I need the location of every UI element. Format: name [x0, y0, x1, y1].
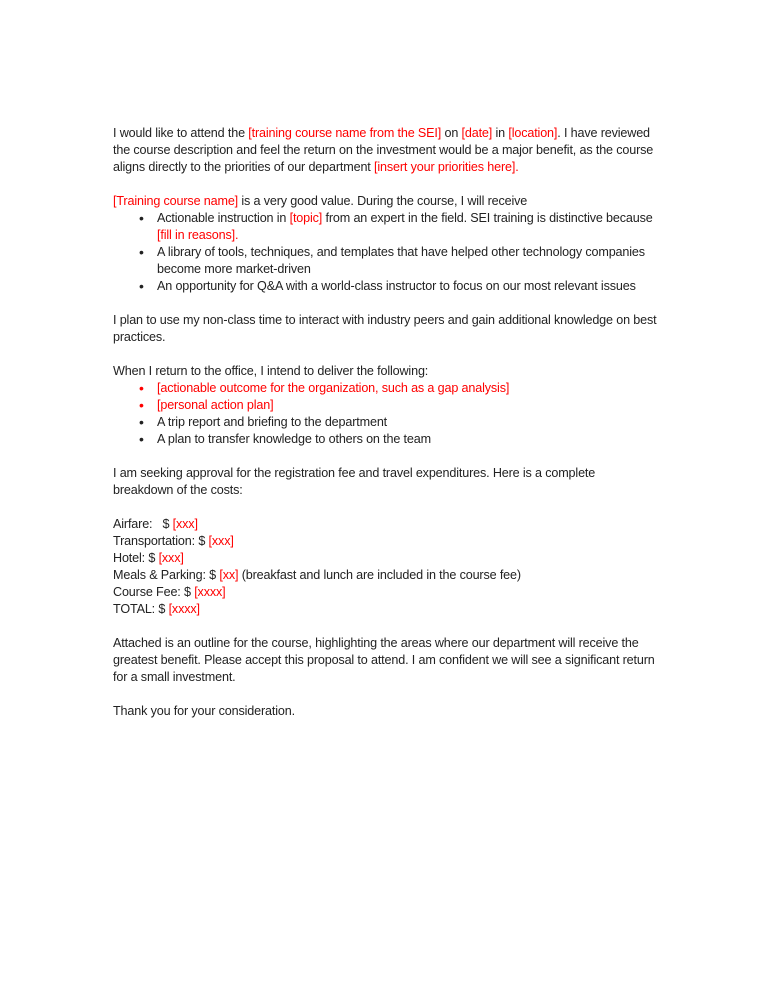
cost-value: [xxx]: [172, 517, 198, 531]
placeholder-location: [location]: [508, 126, 558, 140]
value-paragraph: [113, 193, 658, 210]
cost-course-fee: [113, 584, 658, 601]
benefits-list: [113, 210, 658, 295]
deliverables-intro: When I return to the office, I intend to deliver the following:: [113, 364, 429, 378]
list-item: • [actionable outcome for the organization, such as a gap analysis]: [113, 380, 658, 397]
cost-value: [xxxx]: [168, 602, 200, 616]
placeholder-course-name: [Training course name]: [113, 194, 239, 208]
text: from an expert in the field. SEI training is distinctive because: [322, 211, 653, 225]
intro-paragraph: [113, 125, 658, 176]
deliverables-list: [113, 380, 658, 448]
cost-label: Meals & Parking: $: [113, 568, 220, 582]
cost-label: Hotel: $: [113, 551, 159, 565]
list-item: [113, 210, 658, 244]
thank-you-line: Thank you for your consideration.: [113, 704, 295, 718]
cost-breakdown: [113, 516, 658, 618]
letter-body: [113, 125, 658, 737]
placeholder-course-name: [training course name from the SEI]: [248, 126, 442, 140]
placeholder-date: [date]: [461, 126, 493, 140]
networking-paragraph: I plan to use my non-class time to interact with industry peers and gain additional knowledge on best practices.: [113, 313, 657, 344]
placeholder-reasons: [fill in reasons].: [157, 228, 239, 242]
text: I would like to attend the: [113, 126, 249, 140]
cost-note: (breakfast and lunch are included in the course fee): [238, 568, 521, 582]
cost-label: Airfare: $: [113, 517, 173, 531]
cost-transportation: [113, 533, 658, 550]
cost-meals-parking: [113, 567, 658, 584]
list-item: • An opportunity for Q&A with a world-class instructor to focus on our most relevant issues: [113, 278, 658, 295]
list-item: • A trip report and briefing to the department: [113, 414, 658, 431]
text: on: [441, 126, 462, 140]
cost-airfare: [113, 516, 658, 533]
cost-value: [xxx]: [158, 551, 184, 565]
list-item: • A library of tools, techniques, and templates that have helped other technology companies become more market-driven: [113, 244, 658, 278]
cost-value: [xxx]: [208, 534, 234, 548]
cost-value: [xx]: [219, 568, 239, 582]
list-item: • [personal action plan]: [113, 397, 658, 414]
list-item: • A plan to transfer knowledge to others on the team: [113, 431, 658, 448]
cost-value: [xxxx]: [194, 585, 226, 599]
placeholder-priorities: [insert your priorities here].: [374, 160, 519, 174]
text: in: [492, 126, 509, 140]
text: Actionable instruction in: [157, 211, 290, 225]
closing-paragraph: Attached is an outline for the course, highlighting the areas where our department will receive the greatest benefit. Please accept this proposal to attend. I am confident we will see a significant return for a small investment.: [113, 636, 655, 684]
text: is a very good value. During the course, I will receive: [238, 194, 528, 208]
cost-label: Course Fee: $: [113, 585, 195, 599]
text: . I have reviewed the course description and feel the return on the investment would be a major benefit, as the course aligns directly to the priorities of our department: [113, 126, 654, 174]
cost-total: [113, 601, 658, 618]
approval-paragraph: I am seeking approval for the registration fee and travel expenditures. Here is a complete breakdown of the costs:: [113, 466, 596, 497]
cost-label: Transportation: $: [113, 534, 209, 548]
cost-hotel: [113, 550, 658, 567]
placeholder-topic: [topic]: [289, 211, 323, 225]
cost-label: TOTAL: $: [113, 602, 169, 616]
